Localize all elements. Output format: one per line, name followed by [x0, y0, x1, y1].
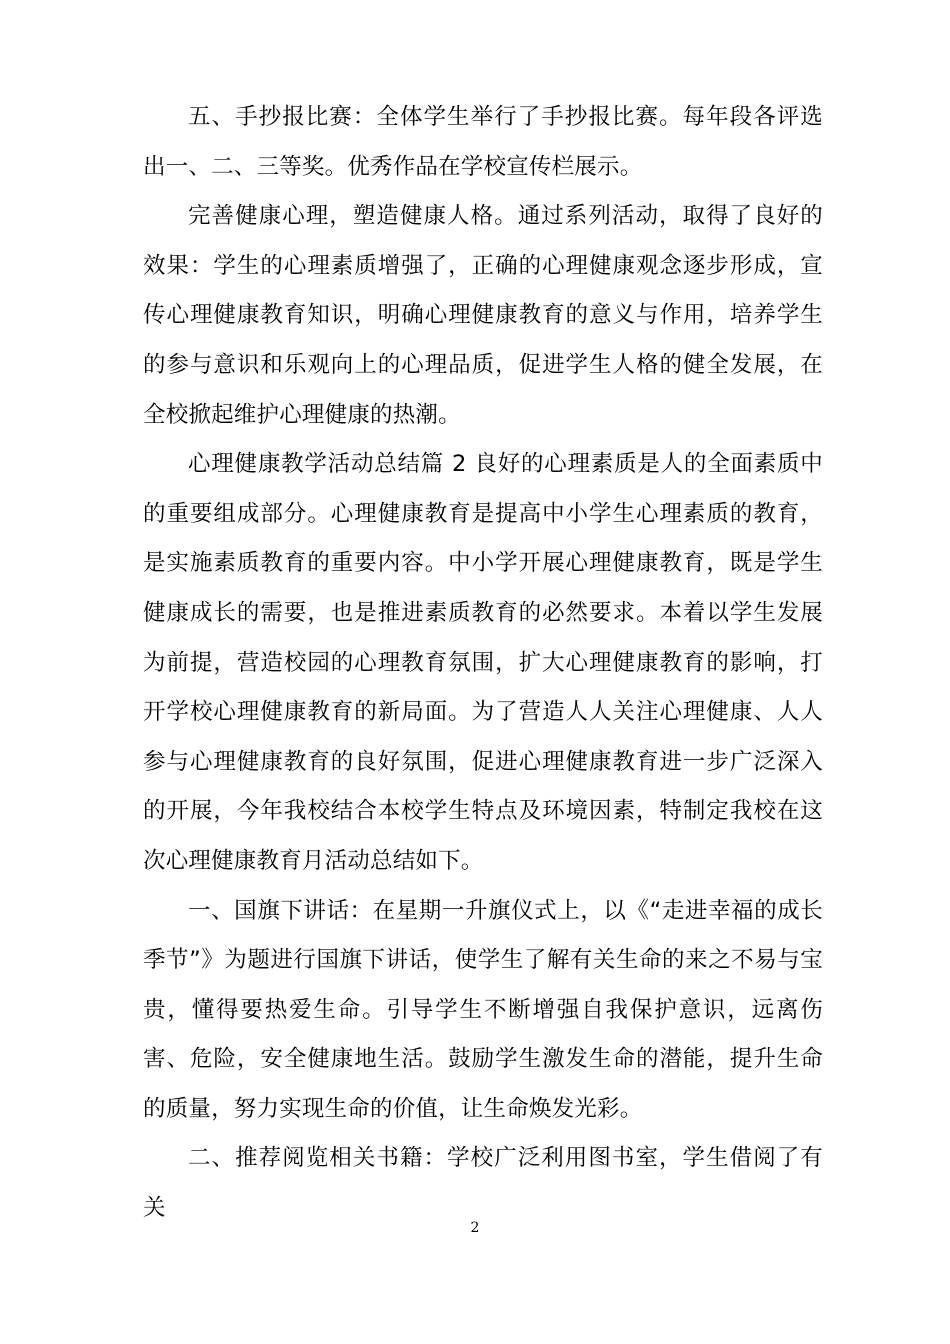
paragraph-flag-speech: 一、国旗下讲话：在星期一升旗仪式上，以《“走进幸福的成长季节”》为题进行国旗下讲话，使学生了解有关生命的来之不易与宝贵，懂得要热爱生命。引导学生不断增强自我保护意识，远离伤害、危险，安全健康地生活。鼓励学生激发生命的潜能，提升生命的质量，努力实现生命的价值，让生命焕发光彩。: [143, 897, 823, 1122]
paragraph-summary-2: 心理健康教学活动总结篇 2 良好的心理素质是人的全面素质中的重要组成部分。心理健康教育是提高中小学生心理素质的教育，是实施素质教育的重要内容。中小学开展心理健康教育，既是学生健康成长的需要，也是推进素质教育的必然要求。本着以学生发展为前提，营造校园的心理教育氛围，扩大心理健康教育的影响，打开学校心理健康教育的新局面。为了营造人人关注心理健康、人人参与心理健康教育的良好氛围，促进心理健康教育进一步广泛深入的开展，今年我校结合本校学生特点及环境因素，特制定我校在这次心理健康教育月活动总结如下。: [143, 451, 823, 874]
paragraph-reading: 二、推荐阅览相关书籍：学校广泛利用图书室，学生借阅了有关: [143, 1145, 823, 1222]
paragraph-contest: 五、手抄报比赛：全体学生举行了手抄报比赛。每年段各评选出一、二、三等奖。优秀作品在学校宣传栏展示。: [143, 104, 823, 180]
page-number: 2: [470, 1220, 480, 1236]
document-body: [143, 93, 823, 1234]
paragraph-healthy-mind: 完善健康心理，塑造健康人格。通过系列活动，取得了良好的效果：学生的心理素质增强了，正确的心理健康观念逐步形成，宣传心理健康教育知识，明确心理健康教育的意义与作用，培养学生的参与意识和乐观向上的心理品质，促进学生人格的健全发展，在全校掀起维护心理健康的热潮。: [143, 203, 823, 428]
